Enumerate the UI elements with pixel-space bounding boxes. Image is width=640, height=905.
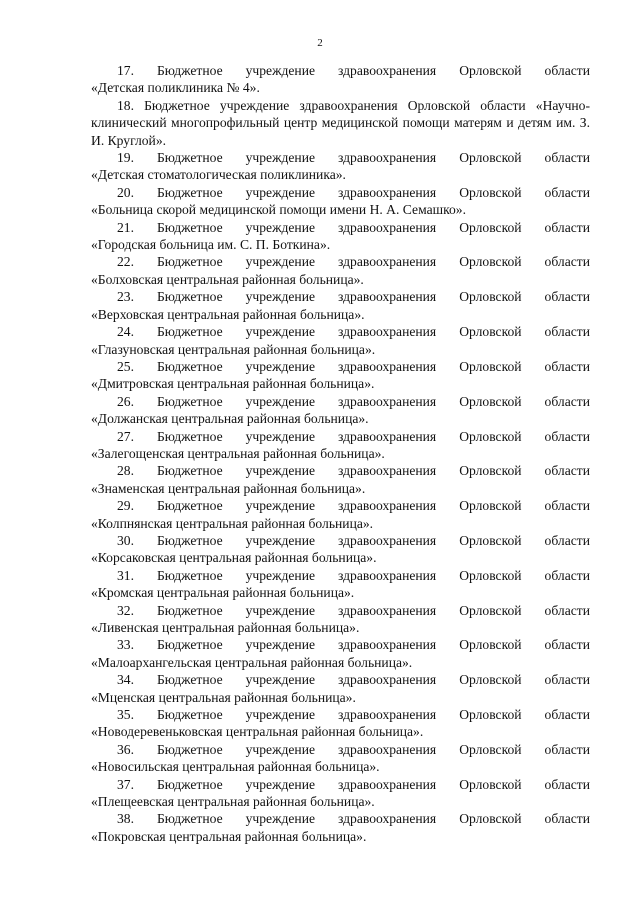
- entry-institution-name: «Верховская центральная районная больница».: [91, 306, 365, 322]
- entry-word: учреждение: [245, 393, 316, 409]
- entry-number: 38.: [117, 811, 134, 827]
- entry-word: области: [544, 498, 590, 514]
- entry-institution-name: «Болховская центральная районная больница».: [91, 271, 364, 287]
- entry-heading-line: [91, 184, 590, 201]
- entry-word: Орловской: [459, 219, 522, 235]
- entry-institution-name: «Глазуновская центральная районная больница».: [91, 341, 376, 357]
- entry-word: учреждение: [245, 498, 316, 514]
- entry-word: области: [544, 602, 590, 618]
- entry-word: области: [544, 254, 590, 270]
- entry-number: 23.: [117, 289, 134, 305]
- entry-heading-line: [91, 741, 590, 758]
- entry-heading-line: [91, 393, 590, 410]
- entry-heading-line: [91, 428, 590, 445]
- list-item: [91, 253, 590, 288]
- entry-word: учреждение: [245, 289, 316, 305]
- list-item: [91, 532, 590, 567]
- entry-heading-line: [91, 358, 590, 375]
- entry-word: здравоохранения: [338, 602, 437, 618]
- entry-word: Бюджетное: [156, 811, 223, 827]
- entry-number: 27.: [117, 428, 134, 444]
- entry-word: Орловской: [459, 393, 522, 409]
- list-item: [91, 567, 590, 602]
- list-item: [91, 602, 590, 637]
- entry-word: учреждение: [245, 324, 316, 340]
- entry-institution-name: «Корсаковская центральная районная больница».: [91, 550, 377, 566]
- entry-word: учреждение: [245, 358, 316, 374]
- entry-word: Бюджетное: [156, 150, 223, 166]
- entry-institution-name: «Дмитровская центральная районная больница».: [91, 376, 375, 392]
- entry-word: Бюджетное: [156, 184, 223, 200]
- entry-number: 24.: [117, 324, 134, 340]
- entry-number: 32.: [117, 602, 134, 618]
- list-item: [91, 776, 590, 811]
- entry-word: учреждение: [245, 776, 316, 792]
- entry-heading-line: [91, 671, 590, 688]
- entry-word: учреждение: [245, 254, 316, 270]
- entry-word: Бюджетное: [156, 498, 223, 514]
- entry-word: Орловской: [459, 532, 522, 548]
- entry-word: Бюджетное: [156, 63, 223, 78]
- entry-word: здравоохранения: [338, 184, 437, 200]
- list-item: [91, 706, 590, 741]
- entry-number: 21.: [117, 219, 134, 235]
- entry-word: Орловской: [459, 63, 522, 78]
- entry-word: учреждение: [245, 602, 316, 618]
- entry-word: Орловской: [459, 811, 522, 827]
- entry-word: здравоохранения: [338, 672, 437, 688]
- entry-word: области: [544, 707, 590, 723]
- entry-word: здравоохранения: [338, 707, 437, 723]
- entry-word: Орловской: [459, 741, 522, 757]
- entry-institution-name: «Мценская центральная районная больница».: [91, 689, 356, 705]
- entry-word: учреждение: [245, 741, 316, 757]
- entry-word: области: [544, 532, 590, 548]
- entry-word: здравоохранения: [338, 63, 437, 78]
- entry-word: здравоохранения: [338, 324, 437, 340]
- entry-heading-line: [91, 149, 590, 166]
- entry-number: 28.: [117, 463, 134, 479]
- entry-number: 34.: [117, 672, 134, 688]
- entry-word: учреждение: [245, 707, 316, 723]
- entry-word: здравоохранения: [338, 776, 437, 792]
- entry-word: Бюджетное: [156, 289, 223, 305]
- list-item: [91, 288, 590, 323]
- entry-number: 35.: [117, 707, 134, 723]
- entry-word: области: [544, 567, 590, 583]
- entry-word: Бюджетное: [156, 707, 223, 723]
- list-item: [91, 636, 590, 671]
- entry-word: Орловской: [459, 463, 522, 479]
- entry-word: Орловской: [459, 776, 522, 792]
- entry-word: здравоохранения: [338, 289, 437, 305]
- entry-word: здравоохранения: [338, 532, 437, 548]
- entry-word: Орловской: [459, 707, 522, 723]
- entry-word: области: [544, 150, 590, 166]
- entry-word: учреждение: [245, 463, 316, 479]
- entry-heading-line: [91, 567, 590, 584]
- entry-word: здравоохранения: [338, 811, 437, 827]
- entry-word: области: [544, 428, 590, 444]
- entry-heading-line: [91, 810, 590, 827]
- entry-number: 37.: [117, 776, 134, 792]
- entry-heading-line: [91, 253, 590, 270]
- entry-institution-name: «Детская поликлиника № 4».: [91, 80, 260, 96]
- entry-number: 20.: [117, 184, 134, 200]
- entry-word: учреждение: [245, 532, 316, 548]
- list-item: 18. Бюджетное учреждение здравоохранения Орловской области «Научно-клинический многопрофильный центр медицинской помощи матерям и детям им. З. И. Круглой».: [91, 97, 590, 148]
- entry-institution-name: «Ливенская центральная районная больница».: [91, 620, 360, 635]
- entry-word: здравоохранения: [338, 637, 437, 653]
- entry-word: Бюджетное: [156, 324, 223, 340]
- entry-number: 17.: [117, 63, 134, 78]
- entry-word: Бюджетное: [156, 358, 223, 374]
- entry-number: 22.: [117, 254, 134, 270]
- entry-word: Бюджетное: [156, 776, 223, 792]
- entry-word: Орловской: [459, 602, 522, 618]
- entry-word: Бюджетное: [156, 532, 223, 548]
- list-item: [91, 428, 590, 463]
- entry-word: Орловской: [459, 289, 522, 305]
- entry-word: здравоохранения: [338, 150, 437, 166]
- list-item: [91, 741, 590, 776]
- list-item: [91, 184, 590, 219]
- entry-word: области: [544, 637, 590, 653]
- entry-institution-name: «Покровская центральная районная больница».: [91, 828, 367, 844]
- entry-word: Орловской: [459, 672, 522, 688]
- entry-word: Бюджетное: [156, 393, 223, 409]
- entry-number: 36.: [117, 741, 134, 757]
- entry-word: Орловской: [459, 254, 522, 270]
- entry-word: здравоохранения: [338, 428, 437, 444]
- entry-word: здравоохранения: [338, 498, 437, 514]
- entry-word: Орловской: [459, 184, 522, 200]
- entry-word: Орловской: [459, 567, 522, 583]
- list-item: [91, 497, 590, 532]
- entry-word: Орловской: [459, 150, 522, 166]
- entry-word: области: [544, 184, 590, 200]
- entry-number: 30.: [117, 532, 134, 548]
- entry-institution-name: «Больница скорой медицинской помощи имени Н. А. Семашко».: [91, 202, 466, 218]
- entry-word: здравоохранения: [338, 567, 437, 583]
- entry-word: учреждение: [245, 672, 316, 688]
- entry-word: здравоохранения: [338, 463, 437, 479]
- entry-institution-name: «Плещеевская центральная районная больница».: [91, 794, 375, 810]
- entry-word: области: [544, 219, 590, 235]
- entry-word: здравоохранения: [338, 393, 437, 409]
- entry-word: учреждение: [245, 637, 316, 653]
- entry-heading-line: [91, 288, 590, 305]
- entry-word: области: [544, 741, 590, 757]
- entry-institution-name: «Колпнянская центральная районная больница».: [91, 515, 374, 531]
- entry-institution-name: «Знаменская центральная районная больница».: [91, 480, 366, 496]
- entry-heading-line: [91, 636, 590, 653]
- entry-heading-line: [91, 532, 590, 549]
- entry-number: 29.: [117, 498, 134, 514]
- entry-word: учреждение: [245, 63, 316, 78]
- entry-word: Бюджетное: [156, 428, 223, 444]
- entry-word: области: [544, 63, 590, 78]
- page-number: 2: [317, 37, 323, 49]
- entry-word: здравоохранения: [338, 741, 437, 757]
- entry-word: Бюджетное: [156, 602, 223, 618]
- entry-institution-name: «Новосильская центральная районная больница».: [91, 759, 380, 775]
- entry-word: Бюджетное: [156, 567, 223, 583]
- entry-word: Орловской: [459, 637, 522, 653]
- entry-word: Орловской: [459, 358, 522, 374]
- entry-institution-name: «Городская больница им. С. П. Боткина».: [91, 237, 331, 253]
- entry-word: здравоохранения: [338, 219, 437, 235]
- entry-institution-name: «Новодеревеньковская центральная районная больница».: [91, 724, 424, 740]
- entry-heading-line: [91, 219, 590, 236]
- list-item: [91, 149, 590, 184]
- entry-word: учреждение: [245, 811, 316, 827]
- entry-word: Бюджетное: [156, 463, 223, 479]
- entry-word: учреждение: [245, 219, 316, 235]
- entry-heading-line: [91, 602, 590, 619]
- entry-word: области: [544, 393, 590, 409]
- entry-word: Бюджетное: [156, 672, 223, 688]
- entry-number: 26.: [117, 393, 134, 409]
- entry-institution-name: «Кромская центральная районная больница».: [91, 585, 355, 601]
- document-body: [91, 62, 590, 845]
- entry-word: Бюджетное: [156, 637, 223, 653]
- entry-word: учреждение: [245, 184, 316, 200]
- entry-word: здравоохранения: [338, 358, 437, 374]
- entry-word: области: [544, 776, 590, 792]
- list-item: [91, 323, 590, 358]
- entry-heading-line: [91, 62, 590, 79]
- entry-word: области: [544, 463, 590, 479]
- entry-number: 25.: [117, 358, 134, 374]
- entry-word: Орловской: [459, 324, 522, 340]
- entry-heading-line: [91, 497, 590, 514]
- entry-word: области: [544, 289, 590, 305]
- entry-institution-name: «Залегощенская центральная районная больница».: [91, 445, 385, 461]
- entry-word: области: [544, 324, 590, 340]
- entry-heading-line: [91, 706, 590, 723]
- entry-institution-name: «Должанская центральная районная больница».: [91, 411, 369, 427]
- list-item: [91, 358, 590, 393]
- entry-word: Бюджетное: [156, 741, 223, 757]
- list-item: [91, 462, 590, 497]
- list-item: [91, 810, 590, 845]
- list-item: [91, 671, 590, 706]
- entry-word: области: [544, 672, 590, 688]
- entry-heading-line: [91, 462, 590, 479]
- entry-word: учреждение: [245, 428, 316, 444]
- entry-word: учреждение: [245, 567, 316, 583]
- list-item: [91, 62, 590, 97]
- list-item: [91, 219, 590, 254]
- entry-word: Орловской: [459, 428, 522, 444]
- entry-heading-line: [91, 323, 590, 340]
- entry-word: области: [544, 811, 590, 827]
- entry-number: 19.: [117, 150, 134, 166]
- entry-institution-name: «Детская стоматологическая поликлиника».: [91, 167, 346, 183]
- entry-word: Бюджетное: [156, 219, 223, 235]
- entry-word: области: [544, 358, 590, 374]
- entry-heading-line: [91, 776, 590, 793]
- list-item: [91, 393, 590, 428]
- entry-word: здравоохранения: [338, 254, 437, 270]
- entry-number: 31.: [117, 567, 134, 583]
- entry-word: учреждение: [245, 150, 316, 166]
- entry-institution-name: «Малоархангельская центральная районная больница».: [91, 654, 413, 670]
- entry-word: Бюджетное: [156, 254, 223, 270]
- entry-word: Орловской: [459, 498, 522, 514]
- entry-number: 33.: [117, 637, 134, 653]
